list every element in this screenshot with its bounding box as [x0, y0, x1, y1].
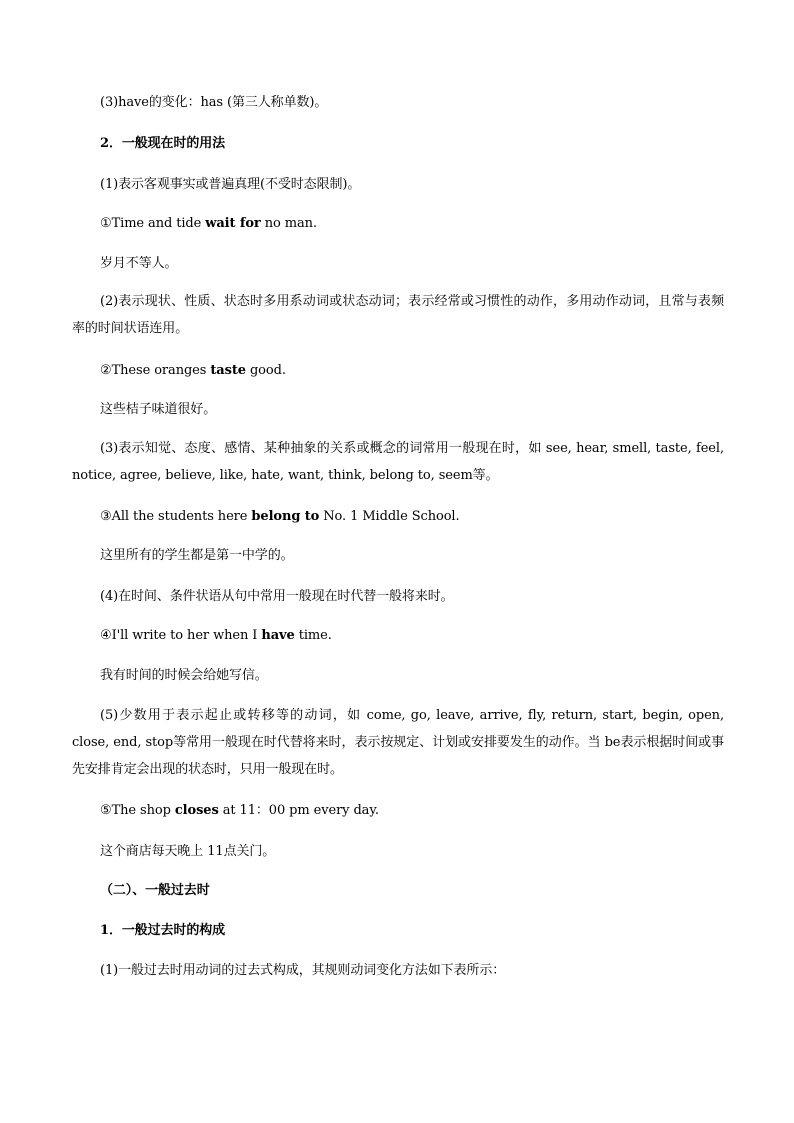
translation-2: 这些桔子味道很好。 — [100, 402, 217, 417]
example-number: ③ — [100, 509, 112, 524]
translation-4: 我有时间的时候会给她写信。 — [100, 668, 268, 683]
usage-1: (1)表示客观事实或普遍真理(不受时态限制)。 — [100, 177, 361, 192]
translation-3: 这里所有的学生都是第一中学的。 — [100, 548, 294, 563]
key-phrase: taste — [210, 363, 246, 378]
key-phrase: have — [261, 628, 295, 643]
key-phrase: belong to — [251, 509, 320, 524]
past-form-heading: 1．一般过去时的构成 — [100, 923, 226, 938]
example-number: ⑤ — [100, 803, 112, 818]
usage-2: (2)表示现状、性质、状态时多用系动词或状态动词；表示经常或习惯性的动作，多用动作动词，且常与表频率的时间状语连用。 — [72, 294, 724, 336]
example-5: ⑤The shop closes at 11：00 pm every day. — [100, 803, 379, 818]
example-2: ②These oranges taste good. — [100, 363, 286, 378]
usage-5: (5)少数用于表示起止或转移等的动词，如 come, go, leave, arrive, fly, return, start, begin, open, close, end, stop等常用一般现在时代替将来时，表示按规定、计划或安排要发生的动作。当 be表示根据时间或事先安排肯定会出现的状态时，只用一般现在时。 — [72, 708, 724, 777]
usage-3: (3)表示知觉、态度、感情、某种抽象的关系或概念的词常用一般现在时，如 see, hear, smell, taste, feel, notice, agree, believe, like, hate, want, think, belong to, seem等。 — [72, 441, 724, 483]
key-phrase: closes — [174, 803, 219, 818]
usage-4: (4)在时间、条件状语从句中常用一般现在时代替一般将来时。 — [100, 589, 454, 604]
key-phrase: wait for — [205, 216, 261, 231]
example-number: ① — [100, 216, 112, 231]
example-3: ③All the students here belong to No. 1 Middle School. — [100, 509, 460, 524]
past-tense-heading: （二）、一般过去时 — [100, 883, 210, 898]
example-1: ①Time and tide wait for no man. — [100, 216, 317, 231]
have-change-line: (3)have的变化：has (第三人称单数)。 — [100, 95, 328, 110]
example-number: ④ — [100, 628, 112, 643]
example-4: ④I'll write to her when I have time. — [100, 628, 332, 643]
usage-heading: 2．一般现在时的用法 — [100, 136, 226, 151]
translation-1: 岁月不等人。 — [100, 256, 178, 271]
translation-5: 这个商店每天晚上 11点关门。 — [100, 844, 276, 859]
example-number: ② — [100, 363, 112, 378]
past-usage-1: (1)一般过去时用动词的过去式构成，其规则动词变化方法如下表所示： — [100, 963, 506, 978]
